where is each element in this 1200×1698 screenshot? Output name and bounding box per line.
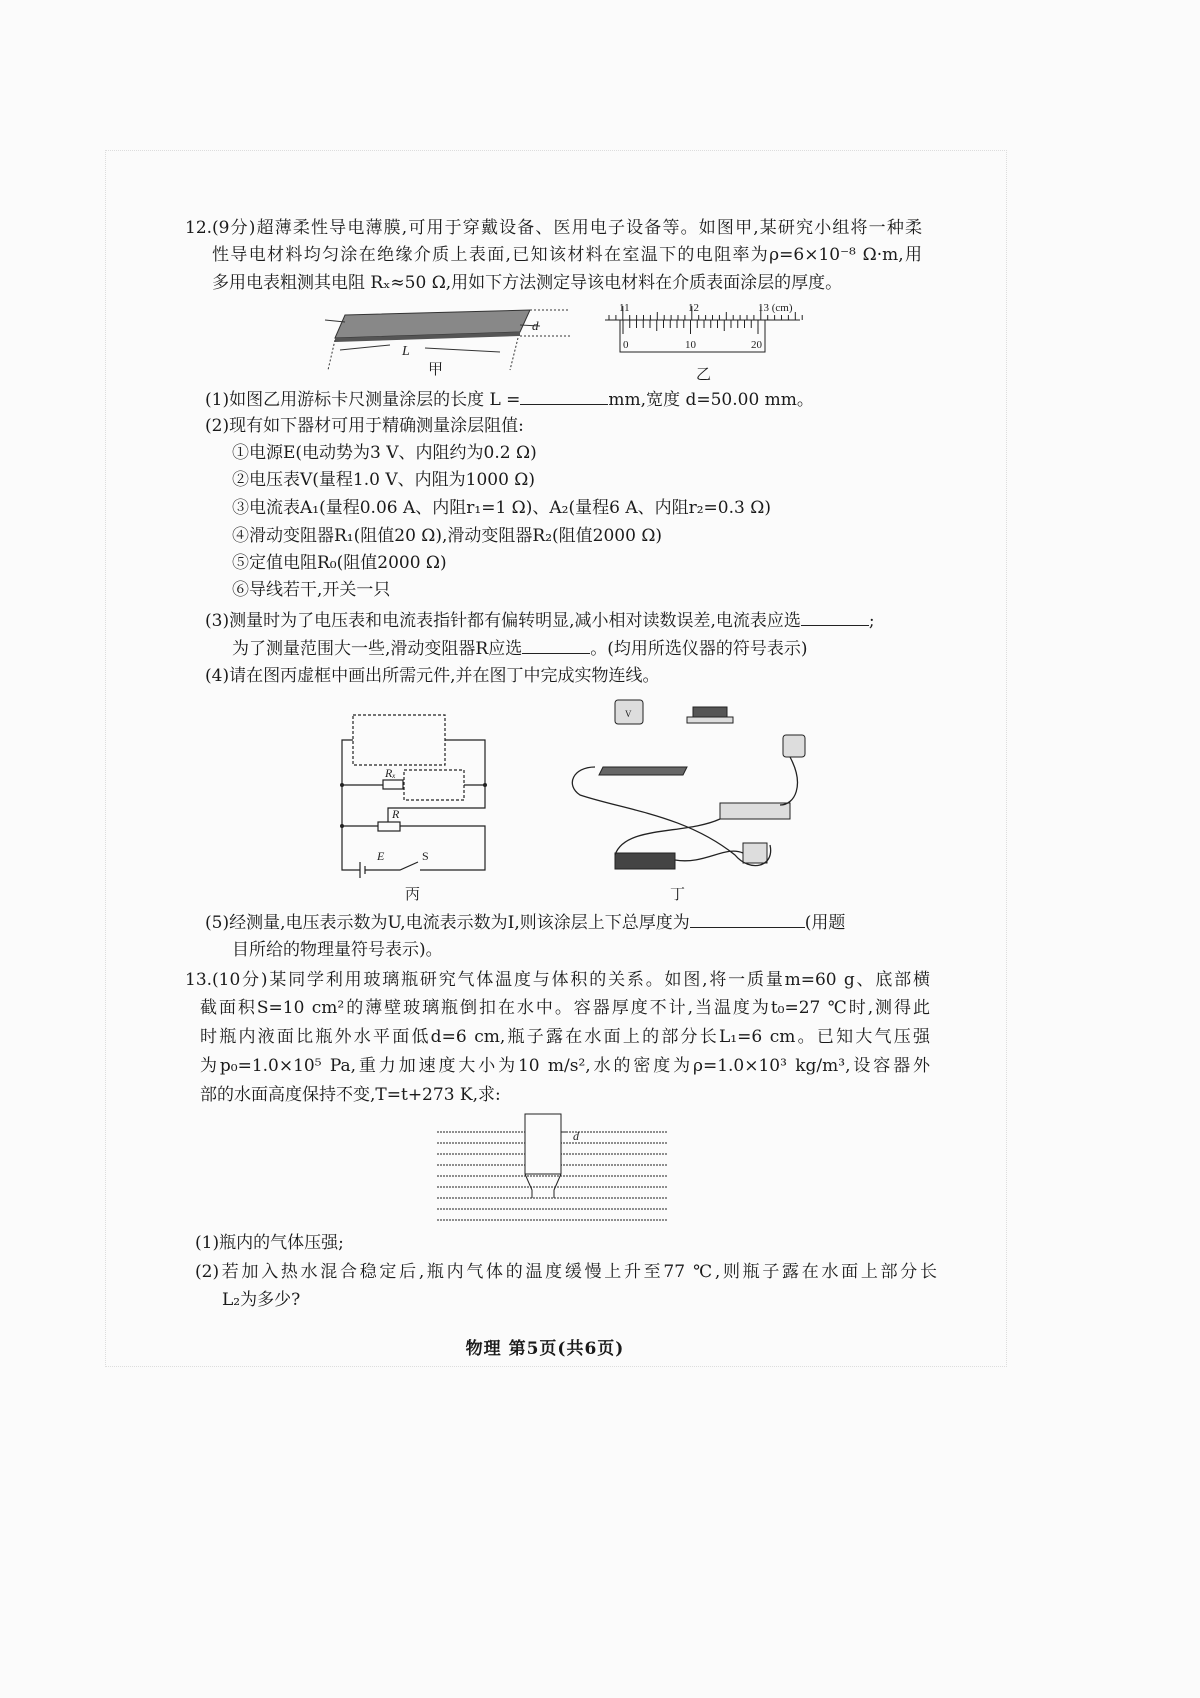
q13-line-4: 为p₀=1.0×10⁵ Pa,重力加速度大小为10 m/s²,水的密度为ρ=1.0×10³ kg/m³,设容器外 bbox=[200, 1056, 930, 1076]
main-tick-label: 13 (cm) bbox=[758, 302, 793, 314]
equipment-item: ①电源E(电动势为3 V、内阻约为0.2 Ω) bbox=[232, 443, 537, 463]
part-1-text: (1)如图乙用游标卡尺测量涂层的长度 L = bbox=[205, 390, 521, 410]
part-3-text: (3)测量时为了电压表和电流表指针都有偏转明显,减小相对读数误差,电流表应选 bbox=[205, 611, 801, 631]
figure-ding-components bbox=[565, 695, 805, 880]
bottle-body bbox=[525, 1114, 561, 1174]
caption-jia: 甲 bbox=[428, 360, 444, 378]
q13-line-2: 截面积S=10 cm²的薄壁玻璃瓶倒扣在水中。容器厚度不计,当温度为t₀=27 ℃时,测得此 bbox=[200, 998, 930, 1018]
label-L: L bbox=[402, 344, 410, 359]
sliding-rheostat bbox=[720, 803, 790, 819]
q12-part-1 bbox=[205, 388, 814, 411]
wire-left bbox=[342, 740, 360, 870]
resistor-base bbox=[687, 717, 733, 723]
main-tick-label: 12 bbox=[688, 302, 699, 314]
label-e: E bbox=[377, 849, 385, 863]
answer-blank-rheostat[interactable] bbox=[522, 637, 590, 654]
q13-line-5: 部的水面高度保持不变,T=t+273 K,求: bbox=[200, 1085, 501, 1105]
q12-line-2: 性导电材料均匀涂在绝缘介质上表面,已知该材料在室温下的电阻率为ρ=6×10⁻⁸ Ω·m,用 bbox=[212, 245, 922, 265]
equipment-item: ⑥导线若干,开关一只 bbox=[232, 580, 391, 600]
dashed-box-top bbox=[353, 715, 445, 765]
page-footer: 物理 第5页(共6页) bbox=[465, 1339, 625, 1359]
figure-yi-vernier-caliper bbox=[605, 300, 805, 355]
vernier-tick-label: 10 bbox=[685, 339, 696, 351]
dashed-box-right bbox=[404, 770, 464, 800]
arrow-l-right bbox=[425, 348, 500, 352]
bottle-neck bbox=[525, 1174, 561, 1198]
equipment-item: ③电流表A₁(量程0.06 A、内阻r₁=1 Ω)、A₂(量程6 A、内阻r₂=0.3 Ω) bbox=[232, 498, 771, 518]
part-5-text: (5)经测量,电压表示数为U,电流表示数为I,则该涂层上下总厚度为 bbox=[205, 913, 690, 933]
switch-s bbox=[365, 862, 418, 870]
q12-line-1: 12.(9分)超薄柔性导电薄膜,可用于穿戴设备、医用电子设备等。如图甲,某研究小组将一种柔 bbox=[185, 218, 922, 238]
vernier-ticks bbox=[623, 320, 758, 334]
rheostat-r bbox=[378, 822, 400, 831]
q12-line-3: 多用电表粗测其电阻 Rₓ≈50 Ω,用如下方法测定导该电材料在介质表面涂层的厚度。 bbox=[212, 273, 843, 293]
part-5-text-end: (用题 bbox=[804, 913, 846, 933]
q12-part-3-cont bbox=[232, 637, 807, 660]
q12-part-5-cont: 目所给的物理量符号表示)。 bbox=[232, 940, 443, 960]
equipment-item: ④滑动变阻器R₁(阻值20 Ω),滑动变阻器R₂(阻值2000 Ω) bbox=[232, 526, 663, 546]
wire-r-right bbox=[400, 826, 485, 870]
wire-slider bbox=[388, 785, 485, 822]
q12-part-3 bbox=[205, 609, 875, 632]
switch bbox=[743, 843, 767, 863]
arrow-l-left bbox=[340, 345, 390, 350]
equipment-item: ②电压表V(量程1.0 V、内阻为1000 Ω) bbox=[232, 470, 536, 490]
main-tick-label: 11 bbox=[619, 302, 630, 314]
q12-part-5 bbox=[205, 911, 845, 934]
label-d: d bbox=[573, 1129, 579, 1143]
q12-part-2: (2)现有如下器材可用于精确测量涂层阻值: bbox=[205, 416, 524, 436]
part-3-semicolon: ; bbox=[868, 611, 875, 631]
junction bbox=[340, 783, 344, 787]
answer-blank-thickness[interactable] bbox=[690, 911, 805, 928]
wire-right-top bbox=[445, 740, 485, 785]
q13-sub-1: (1)瓶内的气体压强; bbox=[195, 1233, 344, 1253]
label-rx: Rₓ bbox=[385, 766, 396, 780]
equipment-item: ⑤定值电阻R₀(阻值2000 Ω) bbox=[232, 553, 447, 573]
wire-rheostat-to-battery bbox=[615, 819, 720, 855]
part-1-text-end: mm,宽度 d=50.00 mm。 bbox=[608, 390, 814, 410]
figure-bottle-in-water bbox=[437, 1110, 667, 1225]
part-3-text-3: 。(均用所选仪器的符号表示) bbox=[590, 639, 808, 659]
label-r: R bbox=[392, 807, 400, 821]
label-s: S bbox=[422, 849, 429, 863]
q13-line-3: 时瓶内液面比瓶外水平面低d=6 cm,瓶子露在水面上的部分长L₁=6 cm。已知大气压强 bbox=[200, 1027, 930, 1047]
resistor-rx bbox=[383, 780, 403, 789]
wire-ammeter-to-rheostat bbox=[780, 757, 797, 805]
part-3-text-2: 为了测量范围大一些,滑动变阻器R应选 bbox=[232, 639, 523, 659]
q13-line-1: 13.(10分)某同学利用玻璃瓶研究气体温度与体积的关系。如图,将一质量m=60 g、底部横 bbox=[185, 970, 930, 990]
label-d: d bbox=[532, 318, 539, 333]
q13-sub-2: (2)若加入热水混合稳定后,瓶内气体的温度缓慢上升至77 ℃,则瓶子露在水面上部分长 bbox=[195, 1262, 937, 1282]
caption-yi: 乙 bbox=[696, 365, 712, 383]
battery-pack bbox=[615, 853, 675, 869]
junction bbox=[483, 783, 487, 787]
junction bbox=[340, 824, 344, 828]
coated-film bbox=[599, 767, 687, 775]
q13-sub-2-cont: L₂为多少? bbox=[222, 1290, 301, 1310]
vernier-tick-label: 0 bbox=[623, 339, 629, 351]
dim-left bbox=[328, 340, 335, 370]
answer-blank-length[interactable] bbox=[520, 388, 608, 405]
voltmeter-label: V bbox=[625, 709, 632, 719]
caption-bing: 丙 bbox=[405, 885, 421, 903]
vernier-tick-label: 20 bbox=[751, 339, 762, 351]
dim-right bbox=[510, 338, 518, 370]
ammeter bbox=[783, 735, 805, 757]
figure-bing-circuit bbox=[340, 710, 500, 880]
caption-ding: 丁 bbox=[670, 885, 686, 903]
answer-blank-ammeter[interactable] bbox=[801, 609, 869, 626]
q12-part-4: (4)请在图丙虚框中画出所需元件,并在图丁中完成实物连线。 bbox=[205, 666, 660, 686]
